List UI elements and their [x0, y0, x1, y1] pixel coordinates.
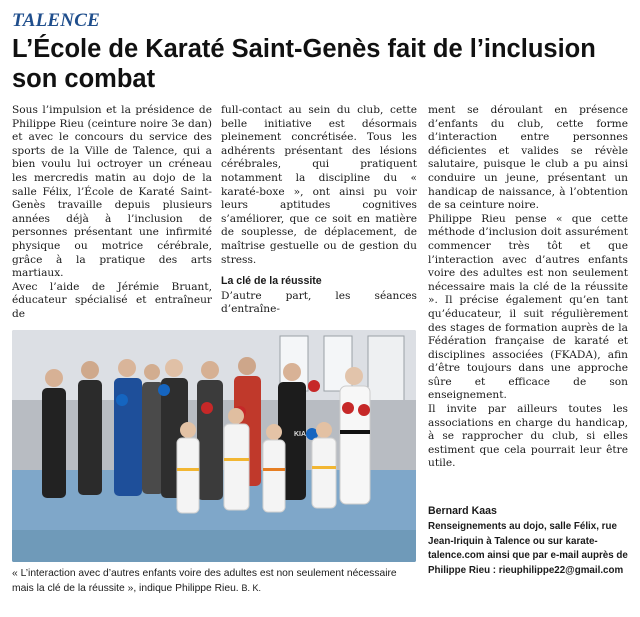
column2-paragraph-2: D’autre part, les séances d’entraîne-	[221, 289, 417, 316]
group-photo-image	[12, 330, 416, 562]
article-headline: L’École de Karaté Saint-Genès fait de l’inclusion son combat	[12, 35, 596, 93]
caption-text: « L’interaction avec d’autres enfants voire des adultes est non seulement nécessaire mais la clé de la réussite », indique Philippe Rieu.	[12, 568, 397, 594]
column1-paragraph-2: Avec l’aide de Jérémie Bruant, éducateur spécialisé et entraîneur de	[12, 280, 212, 320]
column3-paragraph-1: ment se déroulant en présence d’enfants du club, cette forme d’interaction entre personnes déficientes et valides se révèle salutaire, puisque le club a pu ainsi conduire un jeune, présentant un handicap de naissance, à l’obtention de sa ceinture noire.	[428, 104, 628, 212]
contact-info: Renseignements au dojo, salle Félix, rue Jean-Iriquin à Talence ou sur karate-talence.com ainsi que par e-mail auprès de Philippe Rieu : rieuphilippe22@gmail.com	[428, 521, 628, 576]
column2-paragraph-1: full-contact au sein du club, cette belle initiative est désormais pleinement concrétisée. Tous les adhérents présentant des lésions cérébrales, qui pratiquent notamment la discipline du « karaté-boxe », ont ainsi pu voir leurs aptitudes cognitives s’améliorer, que ce soit en matière de souplesse, de déplacement, de maîtrise gestuelle ou de gestion du stress.	[221, 104, 417, 266]
article-column-1	[12, 104, 212, 322]
photo-caption	[12, 567, 416, 596]
subhead: La clé de la réussite	[221, 275, 322, 288]
caption-initials: B. K.	[241, 583, 262, 593]
section-kicker: TALENCE	[12, 10, 100, 31]
author-signature: Bernard Kaas	[428, 505, 497, 517]
column1-paragraph-1: Sous l’impulsion et la présidence de Philippe Rieu (ceinture noire 3e dan) et avec le concours du service des sports de la Ville de Talence, qui a bien voulu lui octroyer un créneau les mercredis matin au dojo de la salle Félix, l’École de Karaté Saint-Genès travaille depuis plusieurs années déjà à l’inclusion de personnes présentant une infirmité physique ou motrice cérébrale, grâce à la pratique des arts martiaux.	[12, 104, 212, 280]
column3-paragraph-2: Philippe Rieu pense « que cette méthode d’inclusion doit assurément commencer très tôt et que l’interaction avec d’autres enfants voire des adultes est non seulement nécessaire mais la clé de la réussite ». Il précise également qu’en tant qu’éducateur, il suit régulièrement des stages de formation auprès de la Fédération française de karaté et disciplines associées (FKADA), afin d’être toujours dans une approche sûre et efficace de son enseignement.	[428, 212, 628, 402]
column3-paragraph-3: Il invite par ailleurs toutes les associations en charge du handicap, à se rapprocher du club, si elles estiment que cela pourrait leur être utile.	[428, 403, 628, 470]
article-column-2	[221, 104, 417, 317]
jacket-text: KIA	[294, 431, 307, 438]
article-column-3	[428, 104, 628, 471]
